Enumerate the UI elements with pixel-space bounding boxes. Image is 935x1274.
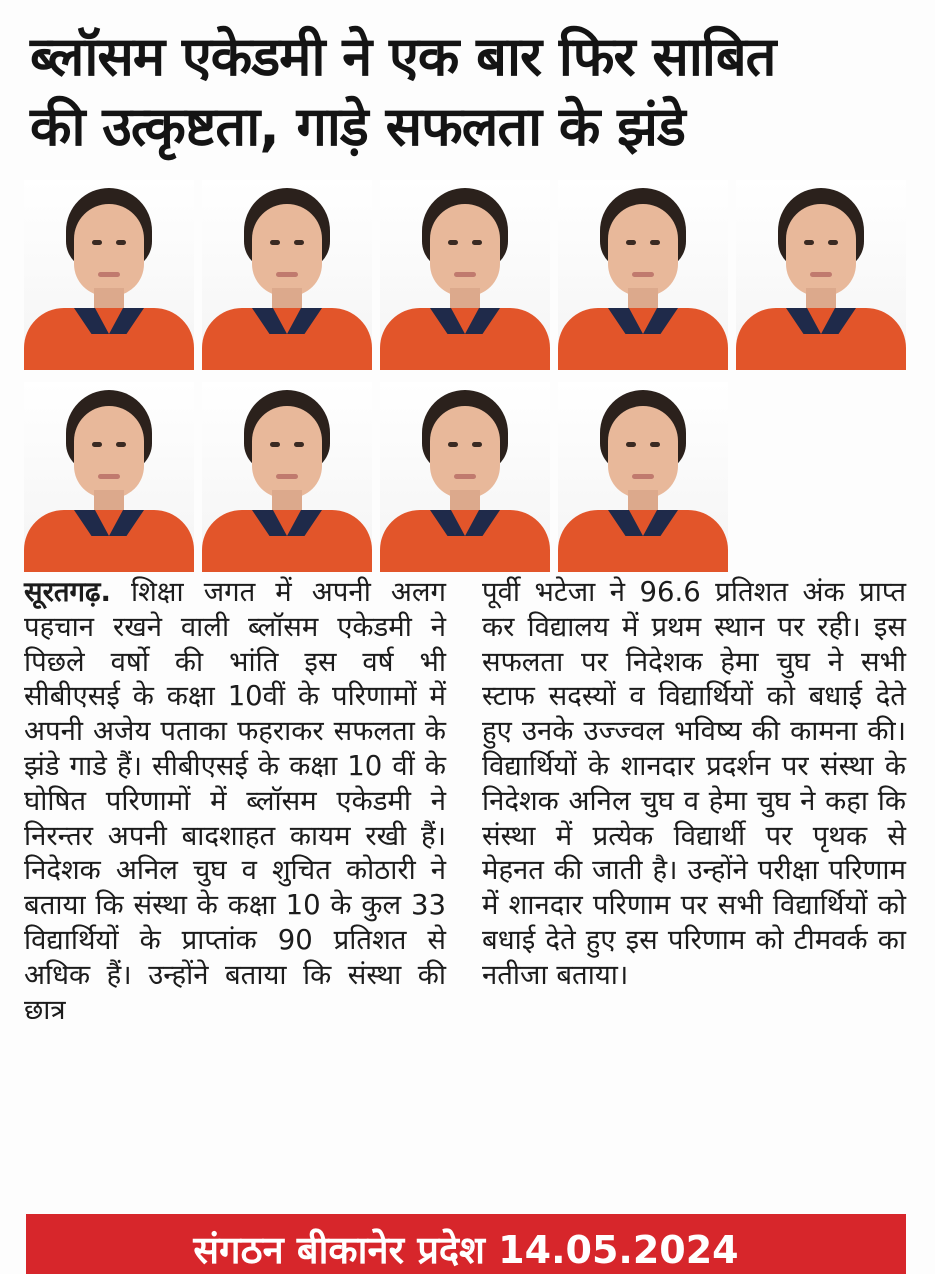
dateline: सूरतगढ़. [24,576,111,608]
student-photo [380,180,550,370]
student-photo [24,382,194,572]
footer-band [26,1214,906,1274]
student-photo [558,180,728,370]
student-photos-row-2 [24,382,728,572]
footer-text: संगठन बीकानेर प्रदेश 14.05.2024 [193,1228,739,1272]
article-column-2-text: पूर्वी भटेजा ने 96.6 प्रतिशत अंक प्राप्त कर विद्यालय में प्रथम स्थान पर रही। इस सफलता पर निदेशक हेमा चुघ ने सभी स्टाफ सदस्यों व विद्यार्थियों को बधाई देते हुए उनके उज्ज्वल भविष्य की कामना की। विद्यार्थियों के शानदार प्रदर्शन पर संस्था के निदेशक अनिल चुघ व हेमा चुघ ने कहा कि संस्था में प्रत्येक विद्यार्थी पर पृथक से मेहनत की जाती है। उन्होंने परीक्षा परिणाम में शानदार परिणाम पर सभी विद्यार्थियों को बधाई देते हुए इस परिणाम को टीमवर्क का नतीजा बताया। [482,576,906,991]
student-photo [24,180,194,370]
headline-line-1: ब्लॉसम एकेडमी ने एक बार फिर साबित [30,25,776,88]
headline [30,22,910,162]
article-column-1 [24,575,446,1027]
student-photo [736,180,906,370]
student-photo [558,382,728,572]
headline-line-2: की उत्कृष्टता, गाड़े सफलता के झंडे [30,95,685,158]
student-photo [380,382,550,572]
student-photo [202,382,372,572]
article-column-1-text: शिक्षा जगत में अपनी अलग पहचान रखने वाली ब्लॉसम एकेडमी ने पिछले वर्षो की भांति इस वर्ष भी सीबीएसई के कक्षा 10वीं के परिणामों में अपनी अजेय पताका फहराकर सफलता के झंडे गाडे हैं। सीबीएसई के कक्षा 10 वीं के घोषित परिणामों में ब्लॉसम एकेडमी ने निरन्तर अपनी बादशाहत कायम रखी हैं। निदेशक अनिल चुघ व शुचित कोठारी ने बताया कि संस्था के कक्षा 10 के कुल 33 विद्यार्थियों के प्राप्तांक 90 प्रतिशत से अधिक हैं। उन्होंने बताया कि संस्था की छात्र [24,576,446,1026]
article-column-2 [482,575,906,993]
student-photos-row-1 [24,180,906,370]
student-photo [202,180,372,370]
